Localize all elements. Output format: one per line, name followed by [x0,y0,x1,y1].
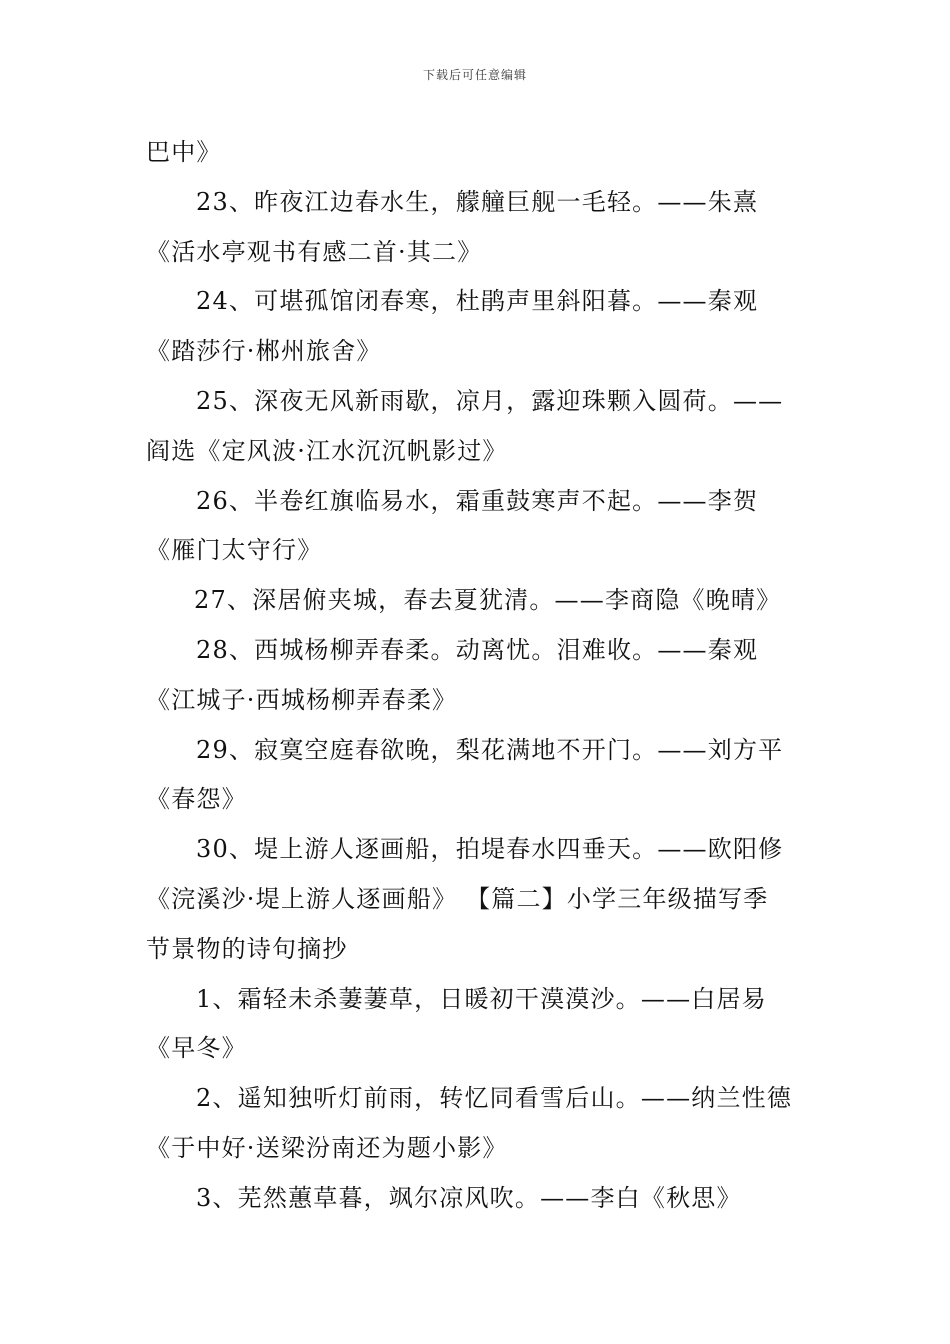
text-line: 28、西城杨柳弄春柔。动离忧。泪难收。——秦观 [196,635,759,664]
text-line: 《早冬》 [146,1034,247,1063]
text-line: 阎选《定风波·江水沉沉帆影过》 [146,436,508,465]
text-line: 《踏莎行·郴州旅舍》 [146,337,382,366]
text-line: 《春怨》 [146,785,247,814]
text-line: 《于中好·送梁汾南还为题小影》 [146,1133,508,1162]
text-line: 23、昨夜江边春水生，艨艟巨舰一毛轻。——朱熹 [196,187,759,216]
text-line: 节景物的诗句摘抄 [146,934,348,963]
text-line: 《活水亭观书有感二首·其二》 [146,237,483,266]
text-line: 27、深居俯夹城，春去夏犹清。——李商隐《晚晴》 [194,586,782,615]
text-line: 《雁门太守行》 [146,536,323,565]
text-line: 《浣溪沙·堤上游人逐画船》 【篇二】小学三年级描写季 [146,884,769,913]
text-line: 24、可堪孤馆闭春寒，杜鹃声里斜阳暮。——秦观 [196,287,759,316]
text-line: 25、深夜无风新雨歇，凉月，露迎珠颗入圆荷。—— [196,386,784,415]
text-line: 1、霜轻未杀萋萋草，日暖初干漠漠沙。——白居易 [196,984,767,1013]
text-line: 26、半卷红旗临易水，霜重鼓寒声不起。——李贺 [196,486,759,515]
text-line: 2、遥知独听灯前雨，转忆同看雪后山。——纳兰性德 [196,1084,793,1113]
text-line: 3、芜然蕙草暮，飒尔凉风吹。——李白《秋思》 [196,1183,742,1212]
text-line: 30、堤上游人逐画船，拍堤春水四垂天。——欧阳修 [196,835,784,864]
text-line: 29、寂寞空庭春欲晚，梨花满地不开门。——刘方平 [196,735,784,764]
text-line: 《江城子·西城杨柳弄春柔》 [146,685,458,714]
text-line: 巴中》 [146,138,222,166]
header-note: 下载后可任意编辑 [422,68,527,82]
poem-list [146,128,810,1224]
